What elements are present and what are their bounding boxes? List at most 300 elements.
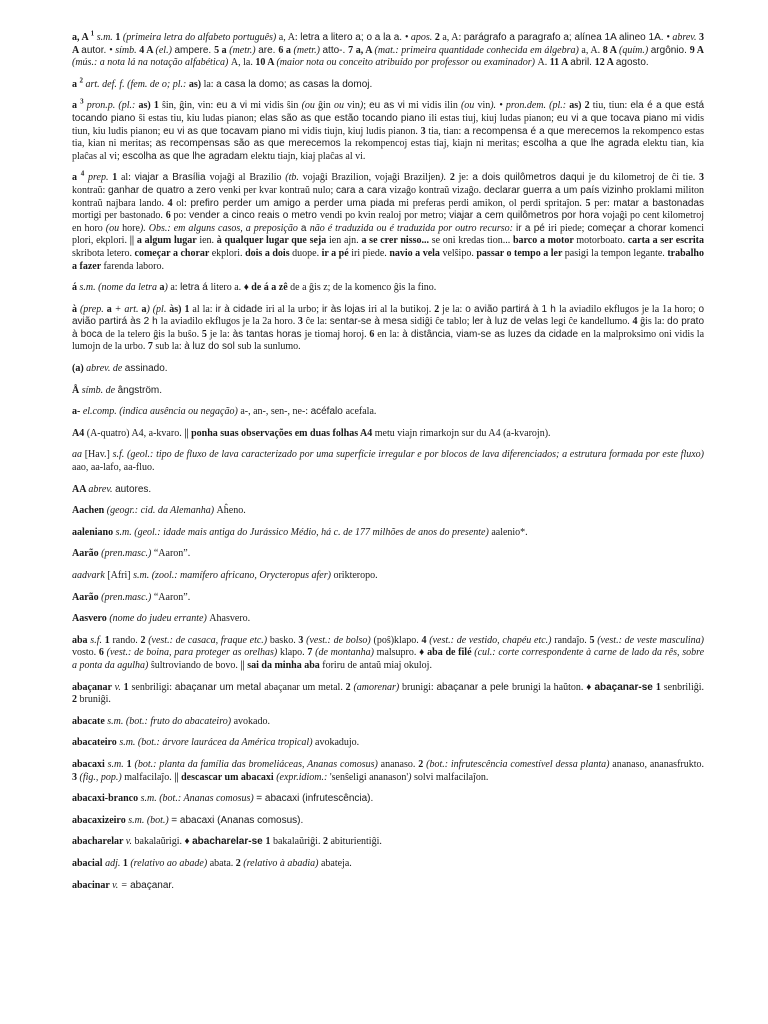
bold-run: 2 (79, 76, 83, 85)
italic-run: s.m. (nome da letra (79, 282, 160, 294)
bold-run: abacharelar-se (192, 836, 266, 848)
headword: Aarão (72, 548, 102, 560)
text-run: sub la sunlumo. (237, 341, 301, 353)
text-run: se oni kredas tion... (431, 235, 513, 247)
dictionary-entry-abacinar (72, 880, 704, 893)
bold-run: 1 (184, 303, 193, 315)
text-run: ângström. (117, 384, 163, 396)
text-run: a dois quilômetros daqui (472, 172, 589, 184)
text-run: litero a. (210, 282, 244, 294)
bold-run: dois a dois (245, 247, 293, 259)
text-run: ananaso, ananasfrukto. (612, 758, 705, 770)
italic-run: ) (359, 100, 364, 112)
bold-run: carta a ser escrita (627, 235, 705, 247)
text-run: senbriliĝi. (663, 681, 705, 693)
text-run: a recompensa é a que merecemos (463, 125, 623, 137)
headword: abacinar (72, 879, 113, 891)
text-run: ĝis la: (640, 316, 668, 328)
text-run: acéfalo (310, 406, 346, 418)
italic-run: (quím.) (618, 44, 651, 56)
bold-run: || ponha suas observações em duas folhas A4 (184, 427, 375, 439)
dictionary-entry-a-prefix (72, 406, 704, 419)
text-run: sidiĝi ĉe tablo; (410, 316, 473, 328)
headword: a (72, 78, 80, 90)
text-run: matar a bastonadas (613, 197, 705, 209)
text-run: ien ajn. (329, 235, 362, 247)
italic-run: v. (125, 836, 135, 848)
dictionary-entry-abacateiro (72, 737, 704, 750)
text-run: a: (170, 282, 181, 294)
text-run: brunigi la haŭton. ♦ (511, 681, 595, 693)
text-run: mi vidis ilin (408, 100, 461, 112)
italic-run: (de montanha) (315, 647, 377, 659)
italic-run: (relativo ao abade) (130, 857, 210, 869)
italic-run: (vest.: de casaca, fraque etc.) (148, 634, 270, 646)
italic-run: (fig., pop.) (79, 771, 125, 783)
text-run: vosto. (72, 647, 99, 659)
text-run: legi ĉe kandellumo. (550, 316, 633, 328)
bold-run: 8 A (602, 44, 619, 56)
headword: abacate (72, 715, 108, 727)
headword: abaçanar (72, 681, 115, 693)
bold-run: a se crer nisso... (361, 235, 432, 247)
italic-run: (cul.: corte correspondente à carne de lado da rês, sobre a ponta da agulha) (72, 647, 705, 671)
headword: abacateiro (72, 737, 120, 749)
text-run: ela é a que está tocando piano (72, 100, 705, 124)
bold-run: 3 A (72, 32, 705, 56)
text-run: brunigi: (402, 681, 437, 693)
dictionary-entry-abacanar (72, 682, 704, 707)
text-run: acefala. (345, 406, 377, 418)
text-run: vizaĝo kontraŭ vizaĝo. (389, 184, 484, 196)
headword: a (72, 172, 81, 184)
dictionary-entry-abacate (72, 716, 704, 729)
text-run: tiu, tiun: (592, 100, 631, 112)
bold-run: ♦ de á a zê (243, 282, 291, 294)
text-run: are. (258, 44, 279, 56)
text-run: ien. (199, 235, 217, 247)
bold-run: || sai da minha aba (240, 659, 323, 671)
bold-run: 6 (165, 210, 174, 222)
dictionary-entry-aardvark (72, 570, 704, 583)
italic-run: abrev. de (86, 363, 125, 375)
text-run: ŝi estas tiu, kiu ludas pianon; (138, 112, 260, 124)
text-run: (infrutescência). (302, 793, 374, 805)
dictionary-entry-abacaxizeiro (72, 815, 704, 828)
dictionary-entry-aachen (72, 505, 704, 518)
italic-run: s.m. (bot.: Ananas comosus) (140, 793, 257, 805)
text-run: vender a cinco reais o metro (189, 210, 321, 222)
text-run: eu vi as que tocavam piano (163, 125, 289, 137)
text-run: às tantas horas (232, 328, 305, 340)
bold-run: as) (569, 100, 585, 112)
text-run: bruniĝi. (79, 694, 111, 706)
headword: aba (72, 634, 91, 646)
bold-run: 1 (126, 758, 135, 770)
text-run: agosto. (615, 57, 649, 69)
text-run: skribota letero. (72, 247, 135, 259)
bold-run: || descascar um abacaxi (174, 771, 277, 783)
italic-run: s.m. (94, 32, 116, 43)
text-run: bakalaŭrigi. ♦ (134, 836, 193, 848)
italic-run: (bot.: planta da família das bromeliáceas, Ananas comosus) (134, 758, 381, 770)
text-run: sub la: (155, 341, 185, 353)
text-run: a, A: (442, 32, 464, 43)
bold-run: 1 (104, 634, 113, 646)
italic-run: ) (408, 771, 414, 783)
text-run: senbriligi: (131, 681, 175, 693)
text-run: iri piede. (351, 247, 390, 259)
text-run: parágrafo a paragrafo a; alínea 1A alineo 1A. (463, 32, 667, 43)
text-run: a (300, 222, 310, 234)
italic-run: ) (pl. (146, 303, 170, 315)
bold-run: 5 a (214, 44, 230, 56)
dictionary-entry-a-preposition (72, 172, 704, 273)
headword: abacaxizeiro (72, 814, 129, 826)
text-run: cara a cara (335, 184, 390, 196)
dictionary-entry-aba (72, 635, 704, 673)
italic-run: art. def. f. (fem. de (83, 78, 162, 90)
text-run: rando. (112, 634, 141, 646)
text-run: “Aaron”. (153, 591, 191, 603)
text-run: o avião partirá às 2 h (72, 303, 705, 328)
text-run: al: (120, 172, 135, 184)
bold-run: a (106, 303, 115, 315)
headword: Å (72, 384, 82, 396)
text-run: viajar a Brasília (134, 172, 210, 184)
text-run: à luz do sol (184, 341, 238, 353)
text-run: 'senŝeligi ananason' (329, 771, 409, 783)
dictionary-entry-aarao-1 (72, 548, 704, 561)
text-run: la rekompenco estas tia, kian ni meritas; (72, 125, 704, 150)
bold-run: 2 (235, 857, 244, 869)
bold-run: 2 (584, 100, 593, 112)
text-run: avokado. (233, 715, 270, 727)
text-run: argônio. (650, 44, 690, 56)
italic-run: ; pl.: (166, 78, 189, 90)
text-run: je: (458, 172, 473, 184)
bold-run: 2 (418, 758, 427, 770)
italic-run: (bot.: infrutescência comestível dessa planta) (426, 758, 613, 770)
bold-run: 1 (655, 681, 664, 693)
text-run: tia, tian: (428, 125, 464, 137)
text-run: je tiomaj horoj. (304, 328, 370, 340)
bold-run: 4 (167, 197, 177, 209)
text-run: en la: (377, 328, 403, 340)
bold-run: trabalho a fazer (72, 247, 704, 272)
text-run: mortigi per bastonado. (72, 210, 166, 222)
bold-run: 11 A (549, 57, 571, 69)
bold-run: começar a chorar (134, 247, 212, 259)
text-run: basko. (269, 634, 299, 646)
text-run: abaçanar um metal (174, 681, 265, 693)
dictionary-entry-angstrom (72, 385, 704, 398)
bold-run: || a algum lugar (129, 235, 200, 247)
italic-run: (geogr.: cid. da Alemanha) (106, 505, 217, 517)
text-run: je la: (209, 328, 233, 340)
bold-run: 3 (298, 634, 307, 646)
dictionary-entry-a4 (72, 428, 704, 441)
text-run: autor. (81, 44, 110, 56)
text-run: vojaĝi al Brazilio (209, 172, 286, 184)
text-run: de la telero ĝis la buŝo. (105, 328, 202, 340)
text-run: pasigi la tempon legante. (564, 247, 668, 259)
text-run: assinado. (124, 363, 168, 375)
text-run: Aĥeno. (216, 505, 246, 517)
bold-run: navio a vela (389, 247, 443, 259)
text-run: ekplori. (211, 247, 246, 259)
bold-run: 7 (307, 647, 316, 659)
text-run: Ahasvero. (209, 613, 251, 625)
italic-run: s.m. (bot.: árvore lauráceа da América tropical) (119, 737, 316, 749)
text-run: ir à cidade (215, 303, 266, 315)
bold-run: 4 (80, 170, 85, 179)
text-run: aalenio*. (491, 526, 528, 538)
text-run: metu viajn rimarkojn sur du A4 (a-kvarojn). (374, 427, 551, 439)
italic-run: (primeira letra do alfabeto português) (122, 32, 279, 43)
text-run: je du kilometroj de ĉi tie. (588, 172, 700, 184)
bold-run: 2 (345, 681, 354, 693)
text-run: ol: (176, 197, 191, 209)
italic-run: • abrev. (666, 32, 700, 43)
italic-run: s.m. (geol.: idade mais antiga do Jurássico Médio, há c. de 177 milhões de anos do presente) (115, 526, 492, 538)
bold-run: as) (188, 78, 204, 90)
text-run: as recompensas são as que merecemos (155, 138, 345, 150)
italic-run: (metr.) (229, 44, 259, 56)
headword: à (72, 303, 80, 315)
bold-run: 2 (434, 32, 443, 43)
text-run: eu a vi (216, 100, 251, 112)
dictionary-entry-a-article (72, 76, 704, 92)
text-run: abaçanar. (130, 879, 174, 891)
text-run: de a ĝis z; de la komenco ĝis la fino. (290, 282, 437, 294)
italic-run: (pren.masc.) (101, 548, 154, 560)
text-run: ir às lojas (321, 303, 369, 315)
italic-run: pron.p. (pl.: (83, 100, 139, 112)
text-run: declarar guerra a um país vizinho (483, 184, 637, 196)
bold-run: a (159, 282, 165, 294)
text-run: farenda laboro. (103, 260, 164, 272)
dictionary-entry-a-pronoun (72, 100, 704, 163)
text-run: malfacilaĵo. (124, 771, 175, 783)
italic-run: s.m. (bot.) (128, 814, 172, 826)
text-run: iri al la urbo; (265, 303, 322, 315)
bold-run: à qualquer lugar que seja (216, 235, 330, 247)
italic-run: adj. (105, 857, 123, 869)
text-run: mi preferas perdi amikon, ol perdi spritaĵon. (398, 197, 586, 209)
dictionary-entry-abacaxi-branco (72, 793, 704, 806)
headword: Aarão (72, 591, 102, 603)
italic-run: (vest.: de vestido, chapéu etc.) (429, 634, 555, 646)
bold-run: ir a pé (321, 247, 352, 259)
bold-run: 12 A (594, 57, 616, 69)
headword: abacaxi-branco (72, 793, 141, 805)
bold-run: 3 (699, 172, 705, 184)
bold-run: 4 (421, 634, 430, 646)
text-run: [Hav.] (84, 449, 113, 461)
text-run: vin (477, 100, 491, 112)
italic-run: (nome do judeu errante) (109, 613, 210, 625)
headword: aaleniano (72, 526, 116, 538)
text-run: ampere. (174, 44, 215, 56)
italic-run: s.m. (107, 758, 127, 770)
italic-run: (ou (301, 100, 319, 112)
headword: a (72, 100, 81, 112)
headword: a, A (72, 32, 91, 43)
headword: Aasvero (72, 613, 110, 625)
text-run: komenci plori, ekplori. (72, 222, 704, 247)
bold-run: 1 (112, 172, 121, 184)
italic-run: ou (333, 100, 348, 112)
text-run: abaçanar um metal. (264, 681, 346, 693)
text-run: kontraŭ: (72, 184, 109, 196)
bold-run: 3 (72, 771, 80, 783)
italic-run: ). (490, 100, 500, 112)
text-run: bakalaŭriĝi. (272, 836, 323, 848)
dictionary-entry-abacaxi (72, 759, 704, 784)
text-run: ; (363, 100, 370, 112)
italic-run: (prep. (79, 303, 107, 315)
bold-run: 1 (115, 32, 123, 43)
text-run: motorboato. (576, 235, 628, 247)
text-run: ĉe la: (305, 316, 330, 328)
text-run: (A-quatro) A4, a-kvaro. (86, 427, 185, 439)
text-run: a, A: (278, 32, 301, 43)
text-run: malsupro. (376, 647, 420, 659)
italic-run: s.f. (geol.: tipo de fluxo de lava caracterizado por uma superfície irregular e por blocos de lava diferenciados; a estrutura formada por este fluxo) (112, 449, 704, 461)
italic-run: ). Obs.: em alguns casos, a preposição (139, 222, 301, 234)
text-run: a casa la domo; as casas la domoj. (216, 78, 373, 90)
italic-run: (ou (105, 222, 123, 234)
dictionary-entry-a-grave (72, 304, 704, 354)
bold-run: 6 a (278, 44, 294, 56)
text-run: = abacaxi (Ananas comosus). (171, 814, 304, 826)
bold-run: 2 (140, 634, 149, 646)
italic-run: (vest.: de bolso) (306, 634, 374, 646)
text-run: ananaso. (380, 758, 419, 770)
italic-run: o (161, 78, 167, 90)
italic-run: não é traduzida ou é traduzida por outro recurso: (309, 222, 517, 234)
text-run: a-, an-, sen-, ne-: (240, 406, 311, 418)
bold-run: 9 A (689, 44, 705, 56)
text-run: klapo. (279, 647, 308, 659)
bold-run: barco a motor (512, 235, 577, 247)
text-run: escolha as que lhe agradam (122, 150, 251, 162)
bold-run: 3 (420, 125, 429, 137)
text-run: ŝin, ĝin, vin: (161, 100, 217, 112)
italic-run: (vest.: de veste masculina) (597, 634, 704, 646)
headword: á (72, 282, 80, 294)
bold-run: 10 A (255, 57, 277, 69)
text-run: iri piede; (548, 222, 588, 234)
bold-run: 2 (72, 694, 80, 706)
bold-run: 4 (632, 316, 641, 328)
text-run: hore (122, 222, 140, 234)
text-run: po: (173, 210, 190, 222)
text-run: la: (203, 78, 217, 90)
headword: (a) (72, 363, 87, 375)
text-run: a, A. (581, 44, 603, 56)
italic-run: (amorenar) (353, 681, 403, 693)
text-run: atto-. (322, 44, 349, 56)
bold-run: 2 (322, 836, 331, 848)
text-run: abata. (209, 857, 236, 869)
italic-run: prep. (84, 172, 113, 184)
bold-run: 4 A (139, 44, 156, 56)
text-run: je la: (442, 303, 466, 315)
text-run: mi vidis ŝin (250, 100, 302, 112)
italic-run: ) (164, 282, 171, 294)
text-run: al la: (192, 303, 216, 315)
text-run: la aviadilo ekflugos je la 1a horo; (559, 303, 699, 315)
text-run: (poŝ)klapo. (373, 634, 422, 646)
dictionary-entry-aarao-2 (72, 592, 704, 605)
bold-run: 7 (147, 341, 156, 353)
text-run: abiturientiĝi. (330, 836, 382, 848)
bold-run: 2 (449, 172, 459, 184)
italic-run: el.comp. (indica ausência ou negação) (82, 406, 241, 418)
bold-run: 3 (297, 316, 306, 328)
bold-run: 5 (585, 197, 595, 209)
text-run: ir a pé (516, 222, 549, 234)
bold-run: 1 (265, 836, 273, 848)
dictionary-entry-abacial (72, 858, 704, 871)
italic-run: (mús.: a nota lá na notação alfabética) (72, 57, 231, 69)
dictionary-entry-aa (72, 449, 704, 474)
text-run: ĝin (318, 100, 334, 112)
bold-run: 3 (80, 98, 84, 107)
text-run: “Aaron”. (153, 548, 191, 560)
text-run: elektu tian, kia plaĉas al vi; (72, 138, 704, 162)
bold-run: as) (138, 100, 154, 112)
italic-run: s.m. (bot.: fruto do abacateiro) (107, 715, 234, 727)
text-run: o avião partirá à 1 h (465, 303, 560, 315)
dictionary-entry-a-acute (72, 282, 704, 295)
italic-run: (vest.: de boina, para proteger as orelhas) (106, 647, 280, 659)
italic-run: (tb. (285, 172, 303, 184)
text-run: proklami militon kontraŭ najbara lando. (72, 184, 704, 209)
text-run: do prato à boca (72, 316, 705, 340)
italic-run: v. = (112, 879, 131, 891)
dictionary-entry-abacharelar (72, 836, 704, 849)
headword: A4 (72, 427, 87, 439)
text-run: eu vi a que tocava piano (556, 112, 671, 124)
text-run: à distância, viam-se as luzes da cidade (402, 328, 582, 340)
text-run: elas são as que estão tocando piano (259, 112, 429, 124)
dictionary-entry-aasvero (72, 613, 704, 626)
text-run: ganhar de quatro a zero (108, 184, 219, 196)
bold-run: a (141, 303, 147, 315)
text-run: elektu tiajn, kiaj plaĉas al vi. (250, 150, 366, 162)
text-run: en la malproksimo oni vidis la lumojn de la urbo. (72, 328, 705, 353)
headword: aadvark (72, 570, 108, 581)
dictionary-entry-a-parens (72, 363, 704, 376)
text-run: vojaĝi po cent kilometroj en horo (72, 210, 705, 234)
text-run: A, la. (230, 57, 256, 69)
bold-run: abaçanar-se (594, 681, 656, 693)
headword: abacaxi (72, 758, 108, 770)
bold-run: 7 a, A (348, 44, 375, 56)
italic-run: • pron.dem. (pl.: (499, 100, 570, 112)
text-run: vojaĝi Brazilion, vojaĝi Braziljen (302, 172, 441, 184)
bold-run: 2 (434, 303, 443, 315)
text-run: venki per kvar kontraŭ nulo; (218, 184, 336, 196)
text-run: autores. (115, 483, 152, 495)
headword: abacial (72, 857, 106, 869)
dictionary-entry-aa-abrev (72, 484, 704, 497)
text-run: [Afri] (107, 570, 134, 581)
italic-run: s.f. (90, 634, 105, 646)
